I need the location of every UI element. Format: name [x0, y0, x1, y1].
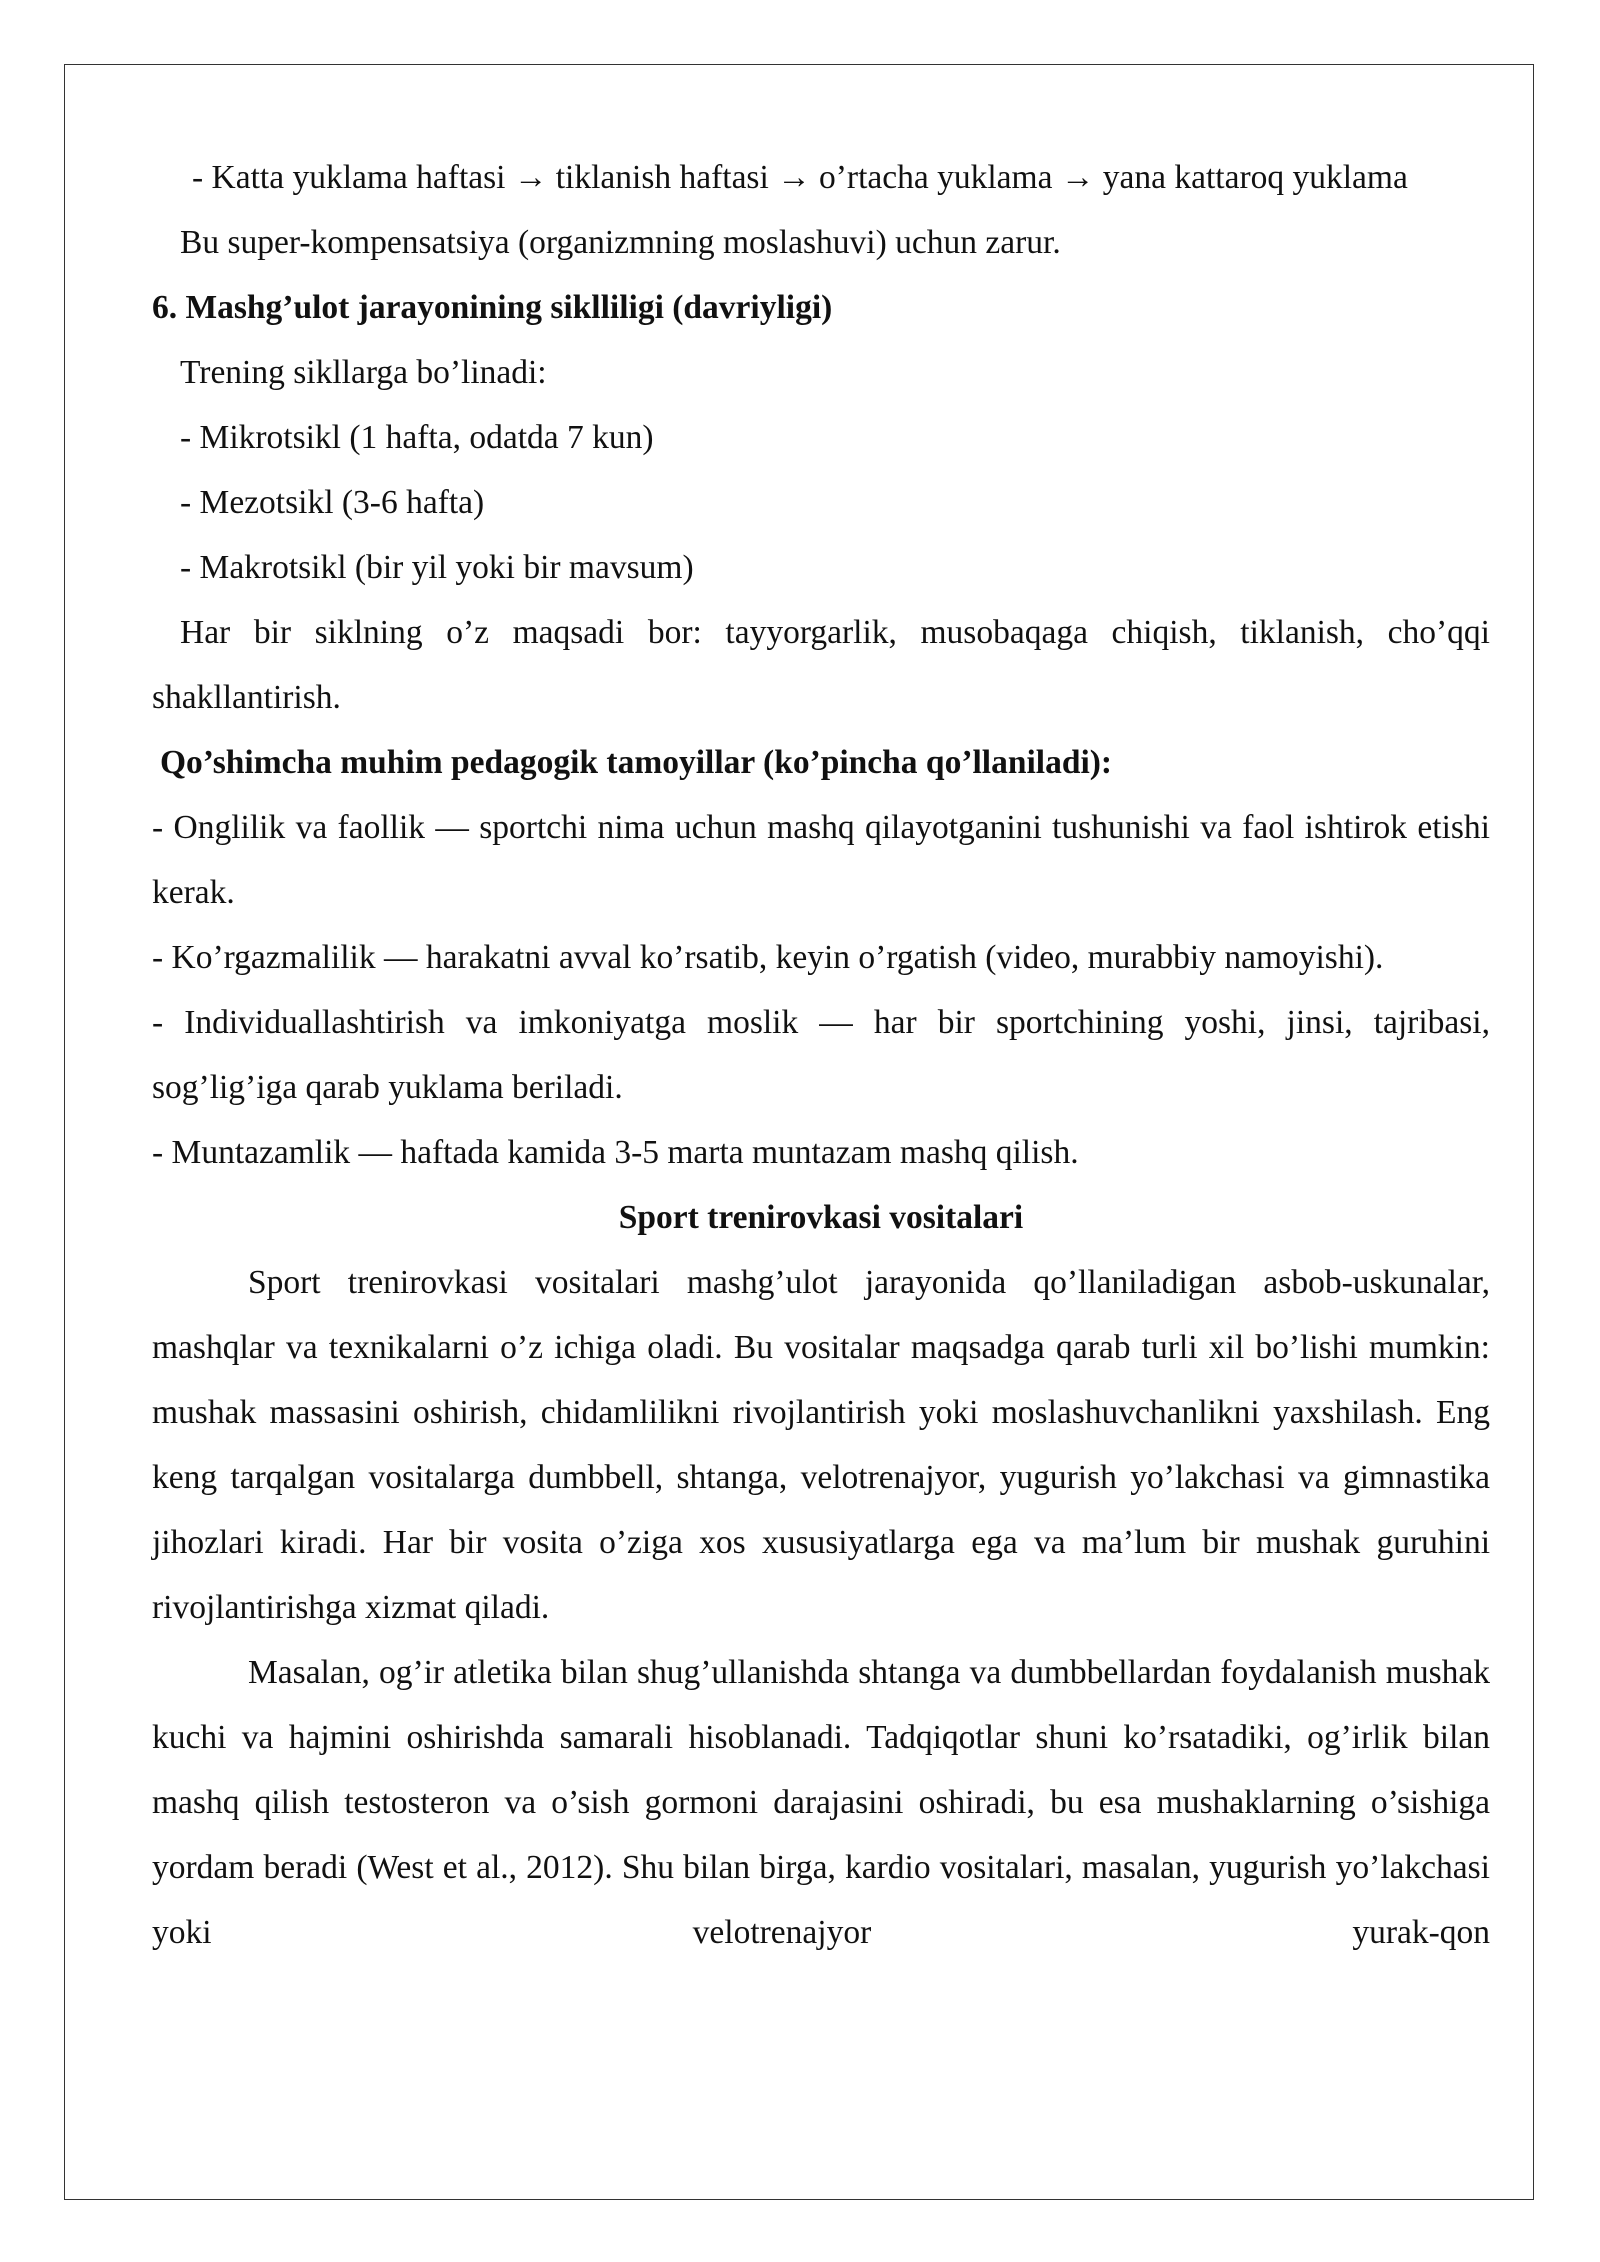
principle-regularity: - Muntazamlik — haftada kamida 3-5 marta muntazam mashq qilish.	[152, 1134, 1079, 1171]
list-item-microcycle: - Mikrotsikl (1 hafta, odatda 7 kun)	[180, 419, 654, 456]
training-means-paragraph: Sport trenirovkasi vositalari mashg’ulot jarayonida qo’llaniladigan asbob-uskunalar, mashqlar va texnikalarni o’z ichiga oladi. Bu vositalar maqsadga qarab turli xil bo’lishi mumkin: mushak massasini oshirish, chidamlilikni rivojlantirish yoki moslashuvchanlikni yaxshilash. Eng keng tarqalgan vositalarga dumbbell, shtanga, velotrenajyor, yugurish yo’lakchasi va gimnastika jihozlari kiradi. Har bir vosita o’ziga xos xususiyatlarga ega va ma’lum bir mushak guruhini rivojlantirishga xizmat qiladi.	[152, 1264, 1490, 1626]
load-cycle-line: - Katta yuklama haftasi → tiklanish haftasi → o’rtacha yuklama → yana kattaroq yuklama	[192, 159, 1408, 196]
weightlifting-paragraph: Masalan, og’ir atletika bilan shug’ullanishda shtanga va dumbbellardan foydalanish mushak kuchi va hajmini oshirishda samarali hisoblanadi. Tadqiqotlar shuni ko’rsatadiki, og’irlik bilan mashq qilish testosteron va o’sish gormoni darajasini oshiradi, bu esa mushaklarning o’sishiga yordam beradi (West et al., 2012). Shu bilan birga, kardio vositalari, masalan, yugurish yo’lakchasi yoki velotrenajyor yurak-qon	[152, 1654, 1490, 1951]
principle-consciousness: - Onglilik va faollik — sportchi nima uchun mashq qilayotganini tushunishi va faol ishtirok etishi kerak.	[152, 809, 1490, 911]
section-title-training-means: Sport trenirovkasi vositalari	[618, 1199, 1024, 1236]
cycles-intro: Trening sikllarga bo’linadi:	[180, 354, 547, 391]
principle-visualization: - Ko’rgazmalilik — harakatni avval ko’rsatib, keyin o’rgatish (video, murabbiy namoyishi).	[152, 939, 1384, 976]
principle-individualization: - Individuallashtirish va imkoniyatga moslik — har bir sportchining yoshi, jinsi, tajribasi, sog’lig’iga qarab yuklama beriladi.	[152, 1004, 1490, 1106]
cycle-goals-paragraph: Har bir siklning o’z maqsadi bor: tayyorgarlik, musobaqaga chiqish, tiklanish, cho’qqi shakllantirish.	[152, 614, 1490, 716]
list-item-mesocycle: - Mezotsikl (3-6 hafta)	[180, 484, 485, 521]
document-body	[152, 145, 1490, 1965]
section-heading-periodization: 6. Mashg’ulot jarayonining siklliligi (davriyligi)	[152, 289, 833, 326]
list-item-macrocycle: - Makrotsikl (bir yil yoki bir mavsum)	[180, 549, 694, 586]
additional-principles-heading: Qo’shimcha muhim pedagogik tamoyillar (ko’pincha qo’llaniladi):	[160, 744, 1113, 781]
supercompensation-line: Bu super-kompensatsiya (organizmning moslashuvi) uchun zarur.	[180, 224, 1061, 261]
